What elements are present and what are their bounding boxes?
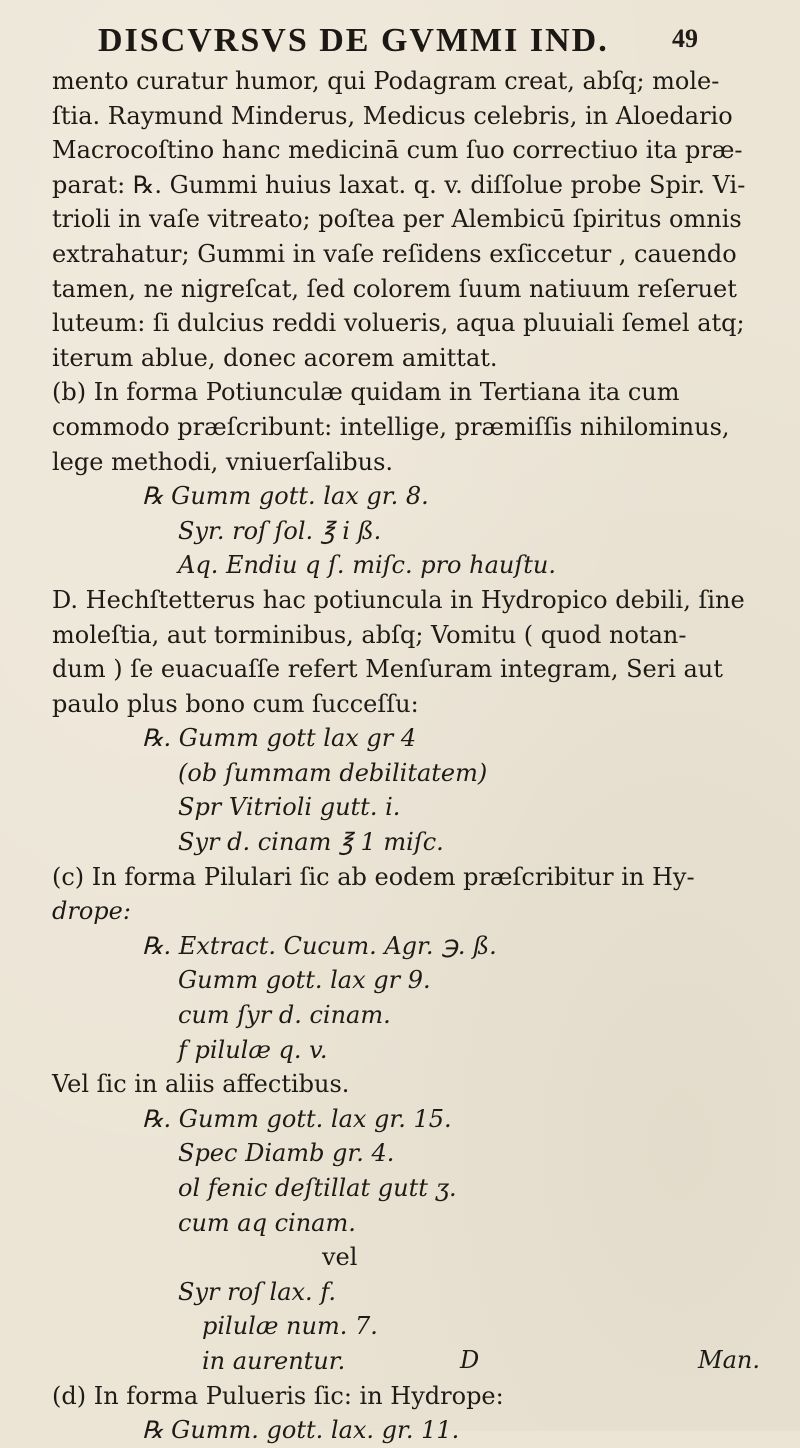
text-line: ſtia. Raymund Minderus, Medicus celebris, in Aloedario: [52, 101, 733, 130]
text-line: (d) In forma Pulueris ſic: in Hydrope:: [52, 1381, 504, 1410]
text-line: trioli in vaſe vitreato; poſtea per Alembicū ſpiritus omnis: [52, 205, 742, 234]
text-line: cum ſyr d. cinam.: [178, 1001, 391, 1030]
text-line: vel: [322, 1243, 358, 1272]
text-line: (c) In forma Pilulari ſic ab eodem præſcribitur in Hy-: [52, 862, 695, 891]
text-line: ℞. Extract. Cucum. Agr. ℈. ß.: [142, 931, 497, 960]
text-line: mento curatur humor, qui Podagram creat, abſq; mole-: [52, 67, 720, 95]
page-number: 49: [672, 24, 698, 53]
text-line: ℞. Gumm gott. lax gr. 15.: [142, 1104, 452, 1133]
signature-mark: D: [460, 1346, 480, 1374]
text-line: cum aq cinam.: [178, 1208, 356, 1237]
text-line: pilulæ num. 7.: [202, 1312, 378, 1341]
page-header: [98, 14, 698, 64]
text-line: paulo plus bono cum ſucceſſu:: [52, 689, 419, 718]
text-line: moleſtia, aut torminibus, abſq; Vomitu ( quod notan-: [52, 620, 687, 649]
text-line: iterum ablue, donec acorem amittat.: [52, 343, 498, 372]
text-line: luteum: ſi dulcius reddi volueris, aqua pluuiali ſemel atq;: [52, 309, 745, 338]
text-line: dum ) ſe euacuaſſe refert Menſuram integram, Seri aut: [52, 655, 723, 684]
text-line: Spr Vitrioli gutt. i.: [178, 793, 401, 822]
text-line: ℞. Gumm gott lax gr 4: [142, 724, 417, 753]
text-line: f pilulæ q. v.: [178, 1035, 328, 1064]
catchword: Man.: [698, 1346, 760, 1374]
text-line: in aurentur.: [202, 1346, 346, 1375]
text-line: ol fenic deſtillat gutt ʒ.: [178, 1174, 457, 1202]
text-line: commodo præſcribunt: intellige, præmiſſis nihilominus,: [52, 412, 730, 441]
text-line: ℞ Gumm. gott. lax. gr. 11.: [142, 1416, 460, 1445]
text-line: drope:: [52, 897, 131, 926]
body-text: [52, 64, 770, 1448]
text-line: Syr d. cinam ℥ 1 miſc.: [178, 828, 444, 857]
text-line: Aq. Endiu q ſ. miſc. pro hauſtu.: [178, 551, 556, 580]
text-line: (b) In forma Potiunculæ quidam in Tertiana ita cum: [52, 378, 680, 407]
text-line: (ob ſummam debilitatem): [178, 758, 488, 787]
text-line: D. Hechſtetterus hac potiuncula in Hydropico debili, ſine: [52, 585, 745, 614]
text-line: Spec Diamb gr. 4.: [178, 1139, 395, 1168]
text-line: Vel ſic in aliis affectibus.: [52, 1070, 350, 1099]
running-title: DISCVRSVS DE GVMMI IND.: [98, 22, 609, 59]
text-line: Gumm gott. lax gr 9.: [178, 966, 431, 995]
text-line: extrahatur; Gummi in vaſe reſidens exſiccetur , cauendo: [52, 239, 737, 268]
text-line: tamen, ne nigreſcat, ſed colorem ſuum natiuum reſeruet: [52, 274, 737, 303]
text-line: lege methodi, vniuerſalibus.: [52, 447, 394, 476]
text-line: Syr. roſ ſol. ℥ i ß.: [178, 516, 382, 545]
text-line: ℞ Gumm gott. lax gr. 8.: [142, 482, 429, 511]
text-line: parat: ℞. Gummi huius laxat. q. v. diſſolue probe Spir. Vi-: [52, 170, 746, 199]
text-line: Syr roſ lax. f.: [178, 1277, 336, 1306]
text-line: Macrocoſtino hanc medicinā cum ſuo correctiuo ita præ-: [52, 136, 743, 165]
